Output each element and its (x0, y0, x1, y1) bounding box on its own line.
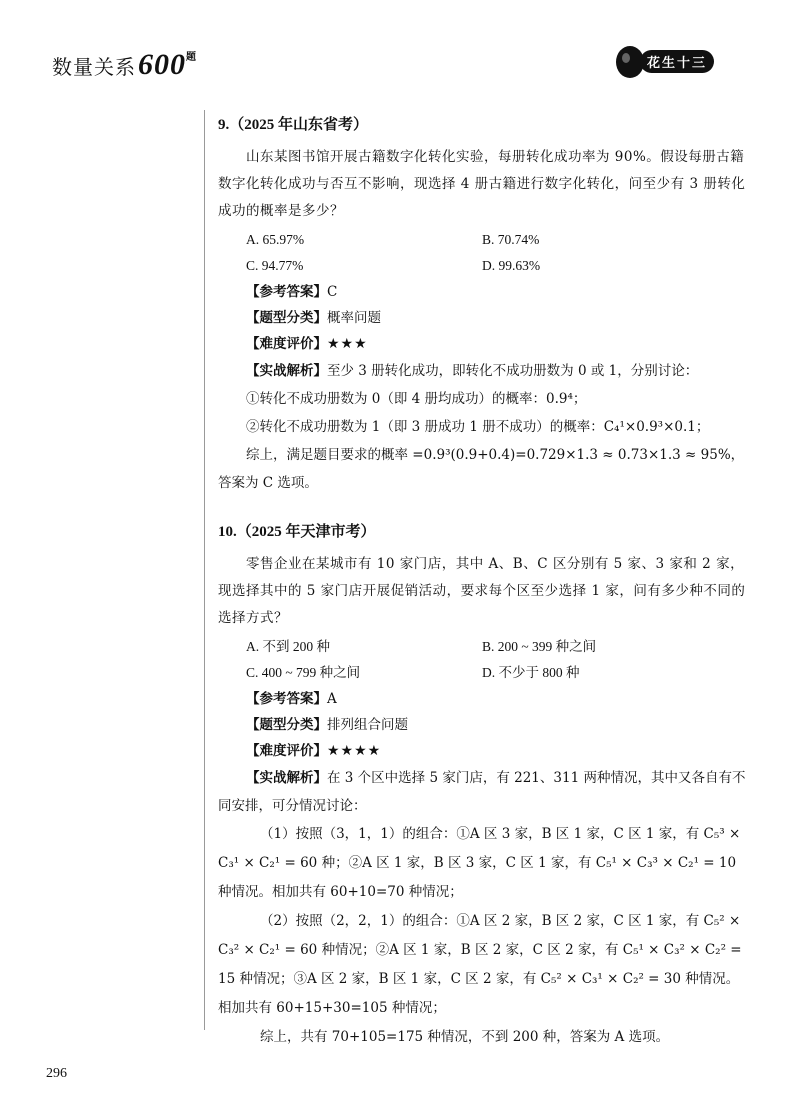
book-title-ti: 题 (186, 52, 197, 63)
book-title-number: 600 (138, 48, 186, 81)
analysis-label: 【实战解析】 (246, 363, 327, 379)
analysis-case-2: （2）按照（2，2，1）的组合：①A 区 2 家，B 区 2 家，C 区 1 家，有 C₅² × C₃² × C₂¹ = 60 种情况；②A 区 1 家，B 区 2 家，C 区 2 家，有 C₅¹ × C₃² × C₂² = 15 种情况；③A 区 2 家，B 区 1 家，C 区 2 家，有 C₅² × C₃¹ × C₂² = 30 种情况。相加共有 60+15+30=105 种情况； (218, 913, 742, 1016)
type-label: 【题型分类】 (246, 717, 327, 733)
option-d: D. 99.63% (482, 258, 541, 273)
difficulty-stars: ★★★ (327, 336, 368, 352)
question-title: 10.（2025 年天津市考） (218, 524, 376, 540)
answer-line (218, 686, 746, 712)
option-b: B. 200 ~ 399 种之间 (482, 639, 597, 654)
option-b: B. 70.74% (482, 232, 540, 247)
analysis-label: 【实战解析】 (246, 770, 327, 786)
answer-label: 【参考答案】 (246, 284, 327, 300)
page-content (218, 112, 746, 1052)
brand-logo (612, 42, 722, 82)
type-label: 【题型分类】 (246, 310, 327, 326)
answer-value: A (327, 691, 337, 707)
question-title: 9.（2025 年山东省考） (218, 117, 369, 133)
option-d: D. 不少于 800 种 (482, 665, 580, 680)
difficulty-line (218, 738, 746, 764)
header-book-title (52, 48, 197, 82)
book-title-text: 数量关系 (52, 55, 136, 79)
analysis-text: 在 3 个区中选择 5 家门店，有 221、311 两种情况，其中又各自有不同安排，可分情况讨论： (218, 770, 746, 814)
difficulty-line (218, 331, 746, 357)
type-value: 排列组合问题 (327, 717, 408, 733)
logo-text: 花生十三 (640, 50, 714, 73)
type-value: 概率问题 (327, 310, 381, 326)
type-line (218, 305, 746, 331)
analysis-line-1 (218, 357, 746, 385)
answer-line (218, 279, 746, 305)
page-number: 296 (46, 1066, 67, 1081)
difficulty-label: 【难度评价】 (246, 743, 327, 759)
analysis-text: 至少 3 册转化成功，即转化不成功册数为 0 或 1，分别讨论： (327, 363, 699, 379)
option-a: A. 不到 200 种 (246, 639, 330, 654)
question-stem: 山东某图书馆开展古籍数字化转化实验，每册转化成功率为 90%。假设每册古籍数字化转化成功与否互不影响，现选择 4 册古籍进行数字化转化，问至少有 3 册转化成功的概率是多少？ (218, 149, 746, 219)
difficulty-label: 【难度评价】 (246, 336, 327, 352)
option-a: A. 65.97% (246, 232, 305, 247)
analysis-line-3: ②转化不成功册数为 1（即 3 册成功 1 册不成功）的概率：C₄¹×0.9³×0.1； (246, 419, 710, 435)
type-line (218, 712, 746, 738)
answer-value: C (327, 284, 338, 300)
analysis-line-4: 综上，满足题目要求的概率 =0.9³(0.9+0.4)=0.729×1.3 ≈ 0.73×1.3 ≈ 95%，答案为 C 选项。 (218, 447, 745, 491)
analysis-case-1: （1）按照（3，1，1）的组合：①A 区 3 家，B 区 1 家，C 区 1 家，有 C₅³ × C₃¹ × C₂¹ = 60 种；②A 区 1 家，B 区 3 家，C 区 1 家，有 C₅¹ × C₃³ × C₂¹ = 10 种情况。相加共有 60+10=70 种情况； (218, 826, 741, 900)
option-c: C. 94.77% (246, 258, 304, 273)
answer-label: 【参考答案】 (246, 691, 327, 707)
margin-rule (204, 110, 205, 1030)
analysis-intro (218, 764, 746, 820)
question-9 (218, 112, 746, 497)
analysis-conclusion: 综上，共有 70+105=175 种情况，不到 200 种，答案为 A 选项。 (260, 1029, 670, 1045)
options (218, 227, 746, 279)
difficulty-stars: ★★★★ (327, 743, 382, 759)
question-10 (218, 519, 746, 1052)
option-c: C. 400 ~ 799 种之间 (246, 665, 361, 680)
analysis-line-2: ①转化不成功册数为 0（即 4 册均成功）的概率：0.9⁴； (246, 391, 587, 407)
options (218, 634, 746, 686)
question-stem: 零售企业在某城市有 10 家门店，其中 A、B、C 区分别有 5 家、3 家和 2 家，现选择其中的 5 家门店开展促销活动，要求每个区至少选择 1 家，问有多少种不同的选择方式？ (218, 556, 746, 626)
